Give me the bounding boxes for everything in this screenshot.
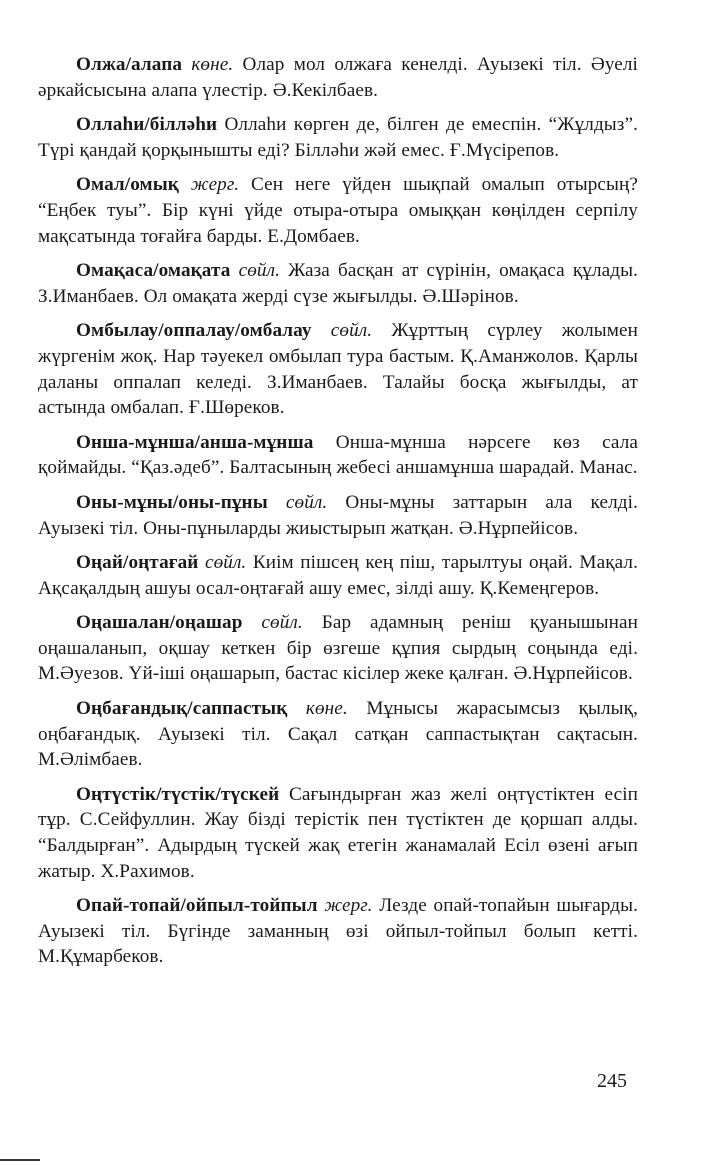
entry-headword: Оңтүстік/түстік/түскей <box>76 783 280 805</box>
dictionary-page <box>38 52 638 979</box>
entry-text: Сен неге үйден шықпай омалып отырсың? “Еңбек туы”. Бір күні үйде отыра-отыра омыққан көңілден серпілу мақсатында тоғайға барды. Е.Домбаев. <box>38 174 638 247</box>
entry-text: Мұнысы жарасымсыз қылық, оңбағандық. Ауызекі тіл. Сақал сатқан саппастықтан сақтасын. М.Әлімбаев. <box>38 698 638 771</box>
entry-text: Сағындырған жаз желі оңтүстіктен есіп тұр. С.Сейфуллин. Жау бізді терістік пен түстіктен де қоршап алды. “Балдырған”. Адырдың түскей жақ етегін жанамалай Есіл өзені ағып жатыр. Х.Рахимов. <box>38 783 638 882</box>
usage-mark: сөйл. <box>238 260 280 282</box>
dictionary-entry <box>38 112 638 163</box>
entry-text: Жаза басқан ат сүрінін, омақаса құлады. З.Иманбаев. Ол омақата жерді сүзе жығылды. Ә.Шәрінов. <box>38 260 638 307</box>
page-number: 245 <box>597 1070 627 1092</box>
entry-headword: Оңай/оңтағай <box>76 552 199 574</box>
usage-mark: сөйл. <box>261 612 303 634</box>
dictionary-entry <box>38 52 638 103</box>
usage-mark: сөйл. <box>204 552 247 574</box>
entry-text: Бар адамның реніш қуанышынан оңашаланып, оқшау кеткен бір өзгеше құпия сырдың соңында еді. М.Әуезов. Үй-іші оңашарып, бастас кісілер жеке қалған. Ә.Нұрпейісов. <box>38 612 638 685</box>
usage-mark: сөйл. <box>285 491 328 513</box>
entry-headword: Оңашалан/оңашар <box>76 612 243 634</box>
dictionary-entry <box>38 550 638 601</box>
dictionary-entry <box>38 258 638 309</box>
entry-headword: Оны-мұны/оны-пұны <box>76 491 268 513</box>
entry-text: Киім пішсең кең піш, тарылтуы оңай. Мақал. Ақсақалдың ашуы осал-оңтағай ашу емес, зілді ашу. Қ.Кемеңгеров. <box>38 552 638 599</box>
entry-headword: Олжа/алапа <box>76 54 183 75</box>
entry-headword: Омал/омық <box>76 174 179 196</box>
usage-mark: көне. <box>191 54 234 75</box>
entry-text: Оны-мұны заттарын ала келді. Ауызекі тіл. Оны-пұныларды жиыстырып жатқан. Ә.Нұрпейісов. <box>38 491 638 539</box>
dictionary-entry <box>38 172 638 249</box>
usage-mark: көне. <box>305 698 348 720</box>
dictionary-entry <box>38 430 638 481</box>
entry-headword: Опай-топай/ойпыл-тойпыл <box>76 895 318 917</box>
dictionary-entry <box>38 696 638 773</box>
dictionary-entry <box>38 610 638 687</box>
bottom-rule <box>0 1159 40 1161</box>
usage-mark: жерг. <box>190 174 240 196</box>
entry-headword: Онша-мұнша/анша-мұнша <box>76 431 314 453</box>
entry-text: Лезде опай-топайын шығарды. Ауызекі тіл. Бүгінде заманның өзі ойпыл-тойпыл болып кетті. М.Құмарбеков. <box>38 895 639 968</box>
entry-text: Оллаhи көрген де, білген де емеспін. “Жұлдыз”. Түрі қандай қорқынышты еді? Білләhи жәй емес. Ғ.Мүсірепов. <box>38 114 638 161</box>
entry-headword: Оллаhи/білләhи <box>76 114 218 136</box>
dictionary-entry <box>38 782 638 884</box>
entry-text: Олар мол олжаға кенелді. Ауызекі тіл. Әуелі әркайсысына алапа үлестір. Ә.Кекілбаев. <box>38 54 638 101</box>
entry-text: Онша-мұнша нәрсеге көз сала қоймайды. “Қаз.әдеб”. Балтасының жебесі аншамұнша шарадай. Манас. <box>38 431 638 479</box>
dictionary-entry <box>38 490 638 541</box>
usage-mark: жерг. <box>324 895 373 917</box>
entry-headword: Оңбағандық/саппастық <box>76 698 288 720</box>
dictionary-entry <box>38 893 638 970</box>
usage-mark: сөйл. <box>330 320 373 342</box>
dictionary-entry <box>38 318 638 420</box>
entry-headword: Омақаса/омақата <box>76 260 231 282</box>
entry-text: Жұрттың сүрлеу жолымен жүргенім жоқ. Нар тәуекел омбылап тура бастым. Қ.Аманжолов. Қарлы даланы оппалап келеді. З.Иманбаев. Талайы босқа жығылды, ат астында омбалап. Ғ.Шөреков. <box>38 320 638 419</box>
entry-headword: Омбылау/оппалау/омбалау <box>76 320 312 342</box>
